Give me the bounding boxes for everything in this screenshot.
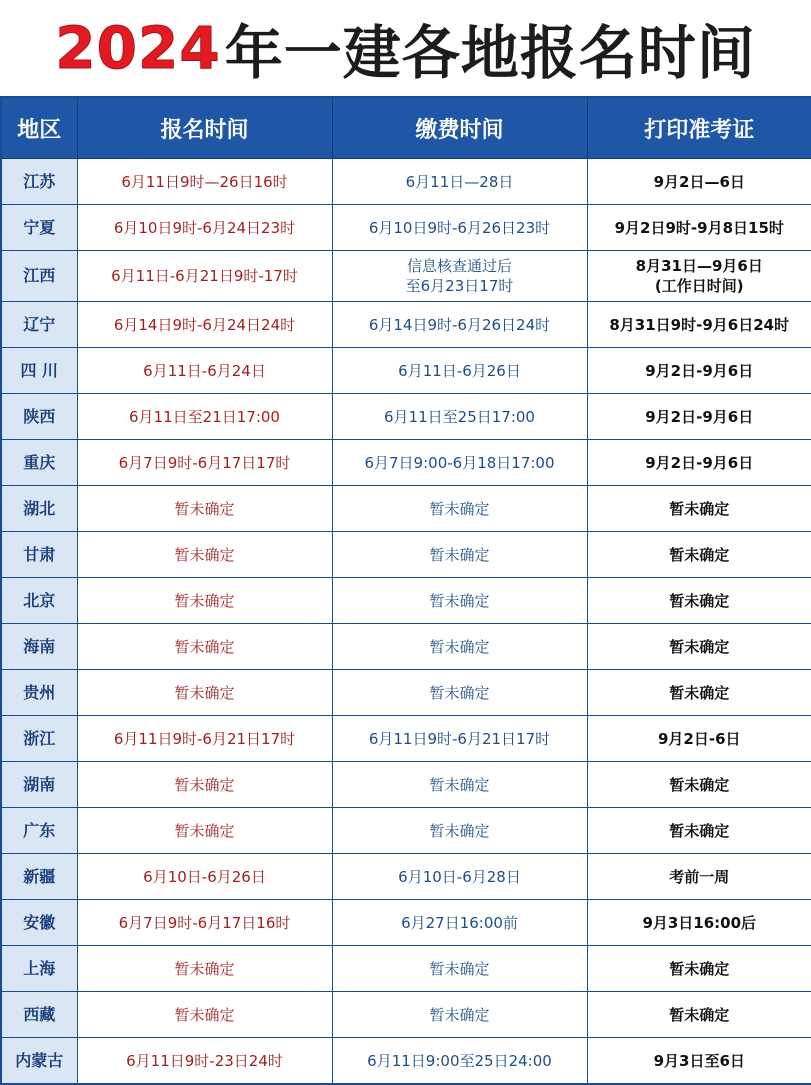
payment-cell bbox=[332, 394, 587, 440]
region-cell-text: 广东 bbox=[23, 820, 56, 840]
region-cell-text: 海南 bbox=[23, 636, 56, 656]
print-cell bbox=[587, 394, 811, 440]
print-cell bbox=[587, 532, 811, 578]
region-cell bbox=[1, 159, 77, 205]
payment-cell bbox=[332, 992, 587, 1038]
region-cell bbox=[1, 578, 77, 624]
print-cell bbox=[587, 1038, 811, 1085]
print-cell-text: 8月31日—9月6日 bbox=[635, 257, 763, 275]
table-row bbox=[1, 716, 811, 762]
region-cell-text: 浙江 bbox=[23, 728, 56, 748]
region-cell-text: 上海 bbox=[23, 958, 56, 978]
payment-cell-text: 6月11日至25日17:00 bbox=[384, 407, 535, 426]
region-cell bbox=[1, 205, 77, 251]
region-cell bbox=[1, 251, 77, 302]
table-row bbox=[1, 1038, 811, 1085]
payment-cell-text: 6月10日9时-6月26日23时 bbox=[368, 218, 551, 237]
region-cell bbox=[1, 670, 77, 716]
payment-cell-text: 6月11日9时-6月21日17时 bbox=[368, 729, 551, 748]
table-row bbox=[1, 302, 811, 348]
print-cell-text: 8月31日9时-9月6日24时 bbox=[609, 315, 790, 334]
region-cell-text: 江西 bbox=[23, 266, 56, 285]
registration-cell-text: 暂未确定 bbox=[174, 637, 235, 656]
region-cell-text: 辽宁 bbox=[23, 314, 56, 334]
registration-cell-text: 暂未确定 bbox=[174, 959, 235, 978]
print-cell bbox=[587, 670, 811, 716]
region-cell bbox=[1, 808, 77, 854]
registration-cell bbox=[77, 578, 332, 624]
print-cell-text: 9月2日-9月6日 bbox=[645, 361, 754, 380]
schedule-table bbox=[0, 96, 811, 1085]
registration-cell-text: 6月11日-6月21日9时-17时 bbox=[111, 267, 298, 285]
payment-cell-text: 暂未确定 bbox=[429, 683, 490, 702]
payment-cell bbox=[332, 440, 587, 486]
registration-cell-text: 6月11日-6月24日 bbox=[143, 361, 266, 380]
payment-cell bbox=[332, 670, 587, 716]
region-cell-text: 湖南 bbox=[23, 774, 56, 794]
table-row bbox=[1, 251, 811, 302]
table-row bbox=[1, 670, 811, 716]
payment-cell bbox=[332, 854, 587, 900]
region-cell bbox=[1, 394, 77, 440]
registration-cell-text: 6月10日-6月26日 bbox=[143, 867, 266, 886]
print-cell-text: 9月3日至6日 bbox=[653, 1051, 745, 1070]
region-cell bbox=[1, 440, 77, 486]
table-row bbox=[1, 486, 811, 532]
table-row bbox=[1, 900, 811, 946]
print-cell bbox=[587, 251, 811, 302]
payment-cell-text: 6月11日-6月26日 bbox=[398, 361, 521, 380]
print-cell-text: 暂未确定 bbox=[669, 821, 730, 840]
payment-cell-text: 暂未确定 bbox=[429, 821, 490, 840]
registration-cell-text: 暂未确定 bbox=[174, 821, 235, 840]
table-row bbox=[1, 854, 811, 900]
payment-cell-text: 信息核查通过后 bbox=[406, 257, 512, 275]
payment-cell-text-line2: 至6月23日17时 bbox=[405, 277, 514, 295]
payment-cell-text: 6月10日-6月28日 bbox=[398, 867, 521, 886]
registration-cell bbox=[77, 251, 332, 302]
region-cell bbox=[1, 900, 77, 946]
registration-cell-text: 暂未确定 bbox=[174, 591, 235, 610]
page-title bbox=[0, 0, 811, 96]
registration-cell bbox=[77, 670, 332, 716]
print-cell bbox=[587, 762, 811, 808]
registration-cell-text: 暂未确定 bbox=[174, 683, 235, 702]
registration-cell-text: 6月10日9时-6月24日23时 bbox=[113, 218, 296, 237]
registration-cell-text: 暂未确定 bbox=[174, 545, 235, 564]
region-cell bbox=[1, 762, 77, 808]
payment-cell bbox=[332, 762, 587, 808]
title-year: 2024 bbox=[55, 14, 221, 82]
header-row bbox=[1, 97, 811, 159]
region-cell-text: 陕西 bbox=[23, 406, 56, 426]
print-cell-text: 暂未确定 bbox=[669, 591, 730, 610]
print-cell-text: 暂未确定 bbox=[669, 637, 730, 656]
registration-cell bbox=[77, 900, 332, 946]
region-cell-text: 西藏 bbox=[23, 1004, 56, 1024]
print-cell bbox=[587, 159, 811, 205]
registration-cell-text: 暂未确定 bbox=[174, 775, 235, 794]
print-cell bbox=[587, 205, 811, 251]
payment-cell-text: 暂未确定 bbox=[429, 499, 490, 518]
registration-cell bbox=[77, 762, 332, 808]
print-cell bbox=[587, 716, 811, 762]
header-registration: 报名时间 bbox=[77, 97, 332, 159]
payment-cell-text: 6月7日9:00-6月18日17:00 bbox=[364, 453, 555, 472]
region-cell-text: 内蒙古 bbox=[15, 1050, 64, 1070]
registration-cell-text: 6月11日9时-23日24时 bbox=[126, 1051, 283, 1070]
region-cell bbox=[1, 1038, 77, 1085]
payment-cell-text: 暂未确定 bbox=[429, 637, 490, 656]
payment-cell bbox=[332, 348, 587, 394]
registration-cell-text: 6月11日9时-6月21日17时 bbox=[113, 729, 296, 748]
table-row bbox=[1, 578, 811, 624]
table-row bbox=[1, 808, 811, 854]
print-cell-text: 暂未确定 bbox=[669, 499, 730, 518]
region-cell-text: 四 川 bbox=[20, 360, 59, 380]
payment-cell bbox=[332, 159, 587, 205]
table-row bbox=[1, 205, 811, 251]
print-cell bbox=[587, 854, 811, 900]
registration-cell bbox=[77, 854, 332, 900]
print-cell bbox=[587, 302, 811, 348]
header-print: 打印准考证 bbox=[587, 97, 811, 159]
table-row bbox=[1, 946, 811, 992]
header-region: 地区 bbox=[1, 97, 77, 159]
print-cell-text: 9月2日—6日 bbox=[653, 172, 745, 191]
region-cell-text: 宁夏 bbox=[23, 217, 56, 237]
print-cell-text: 暂未确定 bbox=[669, 959, 730, 978]
region-cell-text: 甘肃 bbox=[23, 544, 56, 564]
print-cell-text: 暂未确定 bbox=[669, 683, 730, 702]
print-cell bbox=[587, 992, 811, 1038]
table-row bbox=[1, 159, 811, 205]
registration-cell bbox=[77, 159, 332, 205]
print-cell-text-line2: (工作日时间) bbox=[654, 277, 744, 295]
payment-cell-text: 6月14日9时-6月26日24时 bbox=[368, 315, 551, 334]
print-cell-text: 考前一周 bbox=[669, 867, 730, 886]
region-cell bbox=[1, 992, 77, 1038]
region-cell bbox=[1, 532, 77, 578]
print-cell-text: 9月3日16:00后 bbox=[642, 913, 757, 932]
region-cell bbox=[1, 716, 77, 762]
print-cell bbox=[587, 624, 811, 670]
payment-cell bbox=[332, 624, 587, 670]
registration-cell-text: 暂未确定 bbox=[174, 1005, 235, 1024]
region-cell-text: 北京 bbox=[23, 590, 56, 610]
print-cell bbox=[587, 440, 811, 486]
payment-cell bbox=[332, 716, 587, 762]
registration-cell bbox=[77, 205, 332, 251]
print-cell bbox=[587, 808, 811, 854]
registration-cell-text: 6月11日9时—26日16时 bbox=[121, 172, 288, 191]
registration-cell bbox=[77, 1038, 332, 1085]
region-cell-text: 重庆 bbox=[23, 452, 56, 472]
payment-cell-text: 暂未确定 bbox=[429, 545, 490, 564]
payment-cell bbox=[332, 808, 587, 854]
title-text: 年一建各地报名时间 bbox=[224, 19, 756, 87]
region-cell bbox=[1, 302, 77, 348]
registration-cell bbox=[77, 532, 332, 578]
payment-cell-text: 暂未确定 bbox=[429, 591, 490, 610]
region-cell-text: 江苏 bbox=[23, 171, 56, 191]
registration-cell-text: 6月7日9时-6月17日16时 bbox=[118, 913, 291, 932]
table-body bbox=[1, 159, 811, 1085]
registration-cell bbox=[77, 946, 332, 992]
payment-cell bbox=[332, 532, 587, 578]
registration-cell bbox=[77, 302, 332, 348]
region-cell bbox=[1, 946, 77, 992]
header-payment: 缴费时间 bbox=[332, 97, 587, 159]
registration-cell bbox=[77, 624, 332, 670]
region-cell-text: 安徽 bbox=[23, 912, 56, 932]
registration-cell-text: 6月11日至21日17:00 bbox=[129, 407, 280, 426]
table-row bbox=[1, 348, 811, 394]
print-cell bbox=[587, 946, 811, 992]
print-cell-text: 9月2日-9月6日 bbox=[645, 453, 754, 472]
region-cell bbox=[1, 854, 77, 900]
payment-cell-text: 6月27日16:00前 bbox=[401, 913, 518, 932]
print-cell-text: 暂未确定 bbox=[669, 1005, 730, 1024]
payment-cell-text: 暂未确定 bbox=[429, 775, 490, 794]
registration-cell bbox=[77, 440, 332, 486]
region-cell-text: 贵州 bbox=[23, 682, 56, 702]
payment-cell bbox=[332, 946, 587, 992]
table-row bbox=[1, 440, 811, 486]
payment-cell-text: 6月11日9:00至25日24:00 bbox=[367, 1051, 552, 1070]
registration-cell bbox=[77, 716, 332, 762]
print-cell-text: 暂未确定 bbox=[669, 775, 730, 794]
region-cell bbox=[1, 348, 77, 394]
registration-cell bbox=[77, 808, 332, 854]
print-cell-text: 9月2日-6日 bbox=[657, 729, 741, 748]
print-cell-text: 9月2日-9月6日 bbox=[645, 407, 754, 426]
print-cell bbox=[587, 578, 811, 624]
registration-cell-text: 暂未确定 bbox=[174, 499, 235, 518]
payment-cell bbox=[332, 578, 587, 624]
registration-cell-text: 6月7日9时-6月17日17时 bbox=[118, 453, 291, 472]
registration-cell bbox=[77, 992, 332, 1038]
payment-cell-text: 6月11日—28日 bbox=[405, 172, 514, 191]
print-cell bbox=[587, 486, 811, 532]
region-cell bbox=[1, 624, 77, 670]
print-cell-text: 暂未确定 bbox=[669, 545, 730, 564]
print-cell-text: 9月2日9时-9月8日15时 bbox=[614, 218, 784, 237]
print-cell bbox=[587, 900, 811, 946]
payment-cell-text: 暂未确定 bbox=[429, 959, 490, 978]
table-row bbox=[1, 394, 811, 440]
payment-cell bbox=[332, 251, 587, 302]
registration-cell bbox=[77, 486, 332, 532]
table-row bbox=[1, 762, 811, 808]
region-cell-text: 湖北 bbox=[23, 498, 56, 518]
payment-cell bbox=[332, 205, 587, 251]
payment-cell bbox=[332, 302, 587, 348]
print-cell bbox=[587, 348, 811, 394]
region-cell-text: 新疆 bbox=[23, 866, 56, 886]
region-cell bbox=[1, 486, 77, 532]
registration-cell bbox=[77, 348, 332, 394]
payment-cell bbox=[332, 486, 587, 532]
payment-cell bbox=[332, 1038, 587, 1085]
table-row bbox=[1, 992, 811, 1038]
payment-cell bbox=[332, 900, 587, 946]
table-row bbox=[1, 532, 811, 578]
payment-cell-text: 暂未确定 bbox=[429, 1005, 490, 1024]
table-row bbox=[1, 624, 811, 670]
registration-cell-text: 6月14日9时-6月24日24时 bbox=[113, 315, 296, 334]
registration-cell bbox=[77, 394, 332, 440]
